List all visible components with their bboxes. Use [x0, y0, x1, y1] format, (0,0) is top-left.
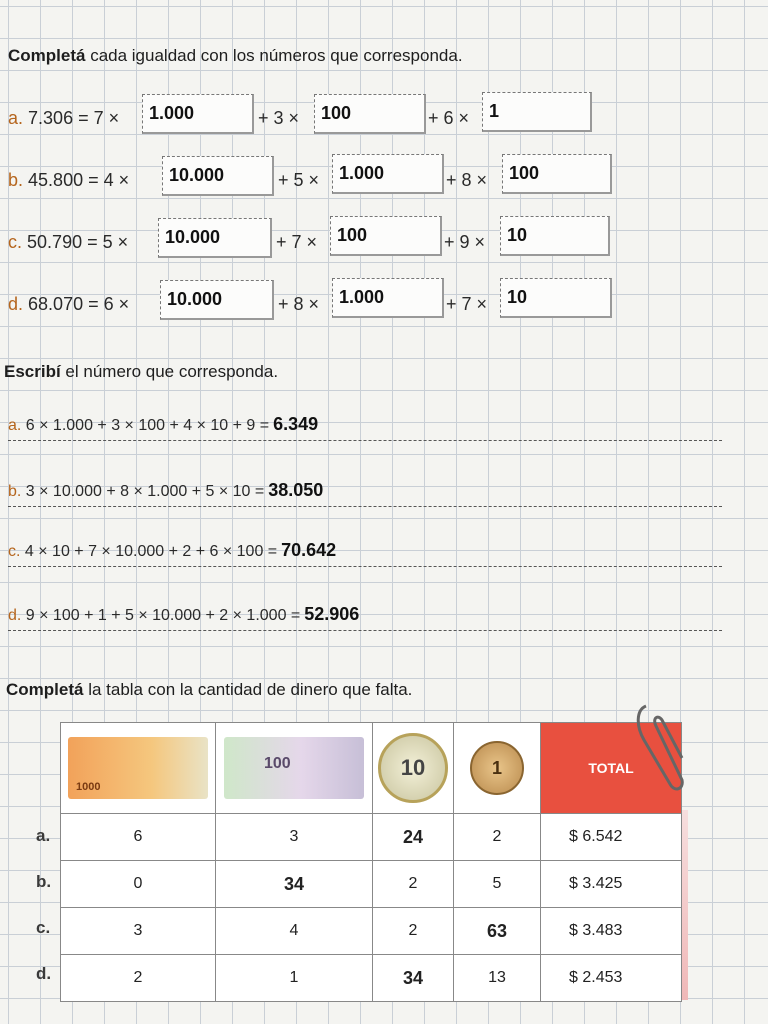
ex1-row-c-op2: + 7 × [276, 232, 318, 252]
ex2-row-a-answer[interactable]: 6.349 [273, 414, 319, 434]
ex1-row-d-box1[interactable]: 10.000 [160, 280, 274, 320]
bill-100-icon: 100 [224, 737, 364, 799]
ex2-row-c-answer[interactable]: 70.642 [281, 540, 337, 560]
cell-a-1000: 6 [61, 814, 216, 861]
ex1-row-d-box2[interactable]: 1.000 [332, 278, 444, 318]
ex1-row-a-box2[interactable]: 100 [314, 94, 426, 134]
ex1-row-a-lhs: a. 7.306 = 7 × [8, 108, 120, 128]
header-bill-100 [216, 723, 373, 814]
ex3-instruction: Completá la tabla con la cantidad de dinero que falta. [6, 680, 413, 699]
cell-d-100: 1 [216, 955, 373, 1002]
cell-c-10: 2 [373, 908, 454, 955]
header-coin-1 [454, 723, 541, 814]
cell-d-1000: 2 [61, 955, 216, 1002]
table-row [61, 955, 682, 1002]
ex2-row-c: c. 4 × 10 + 7 × 10.000 + 2 + 6 × 100 = 70.642 [8, 540, 722, 567]
cell-a-10[interactable]: 24 [373, 814, 454, 861]
cell-a-total: $ 6.542 [541, 814, 682, 861]
ex1-row-b-box2[interactable]: 1.000 [332, 154, 444, 194]
ex1-row-a-op3: + 6 × [428, 108, 470, 128]
ex1-row-d-box3[interactable]: 10 [500, 278, 612, 318]
ex1-row-c-lhs: c. 50.790 = 5 × [8, 232, 129, 252]
cell-b-10: 2 [373, 861, 454, 908]
table-row [61, 814, 682, 861]
cell-b-100[interactable]: 34 [216, 861, 373, 908]
cell-b-1000: 0 [61, 861, 216, 908]
table-row-label-b: b. [36, 872, 52, 891]
cell-a-100: 3 [216, 814, 373, 861]
ex1-row-c-box1[interactable]: 10.000 [158, 218, 272, 258]
paperclip-icon [632, 696, 688, 796]
ex1-row-d-op3: + 7 × [446, 294, 488, 314]
cell-c-100: 4 [216, 908, 373, 955]
ex2-row-b-answer[interactable]: 38.050 [268, 480, 324, 500]
cell-c-1000: 3 [61, 908, 216, 955]
coin-1-icon: 1 [470, 741, 524, 795]
ex1-row-c-box3[interactable]: 10 [500, 216, 610, 256]
cell-d-10[interactable]: 34 [373, 955, 454, 1002]
ex2-instruction: Escribí el número que corresponda. [4, 362, 279, 381]
cell-c-1[interactable]: 63 [454, 908, 541, 955]
table-row [61, 861, 682, 908]
money-table [60, 722, 682, 1002]
ex1-row-b-box3[interactable]: 100 [502, 154, 612, 194]
ex1-row-c-op3: + 9 × [444, 232, 486, 252]
table-row [61, 908, 682, 955]
cell-d-1: 13 [454, 955, 541, 1002]
ex1-row-a-box1[interactable]: 1.000 [142, 94, 254, 134]
table-row-label-a: a. [36, 826, 51, 845]
ex2-row-d-answer[interactable]: 52.906 [304, 604, 360, 624]
ex1-instruction: Completá cada igualdad con los números que corresponda. [8, 46, 463, 65]
ex1-row-b-box1[interactable]: 10.000 [162, 156, 274, 196]
cell-c-total: $ 3.483 [541, 908, 682, 955]
ex1-row-a-box3[interactable]: 1 [482, 92, 592, 132]
bill-1000-icon: 1000 [68, 737, 208, 799]
coin-10-icon: 10 [378, 733, 448, 803]
cell-d-total: $ 2.453 [541, 955, 682, 1002]
ex1-row-b-lhs: b. 45.800 = 4 × [8, 170, 130, 190]
table-row-label-c: c. [36, 918, 51, 937]
cell-b-total: $ 3.425 [541, 861, 682, 908]
header-total: TOTAL [541, 723, 682, 814]
ex1-row-a-op2: + 3 × [258, 108, 300, 128]
header-bill-1000 [61, 723, 216, 814]
ex1-row-c-box2[interactable]: 100 [330, 216, 442, 256]
ex2-row-b: b. 3 × 10.000 + 8 × 1.000 + 5 × 10 = 38.050 [8, 480, 722, 507]
ex2-row-a: a. 6 × 1.000 + 3 × 100 + 4 × 10 + 9 = 6.349 [8, 414, 722, 441]
ex1-row-d-op2: + 8 × [278, 294, 320, 314]
ex1-row-d-lhs: d. 68.070 = 6 × [8, 294, 130, 314]
ex1-row-b-op2: + 5 × [278, 170, 320, 190]
cell-a-1: 2 [454, 814, 541, 861]
header-coin-10 [373, 723, 454, 814]
table-row-label-d: d. [36, 964, 52, 983]
ex1-row-b-op3: + 8 × [446, 170, 488, 190]
cell-b-1: 5 [454, 861, 541, 908]
ex2-row-d: d. 9 × 100 + 1 + 5 × 10.000 + 2 × 1.000 = 52.906 [8, 604, 722, 631]
